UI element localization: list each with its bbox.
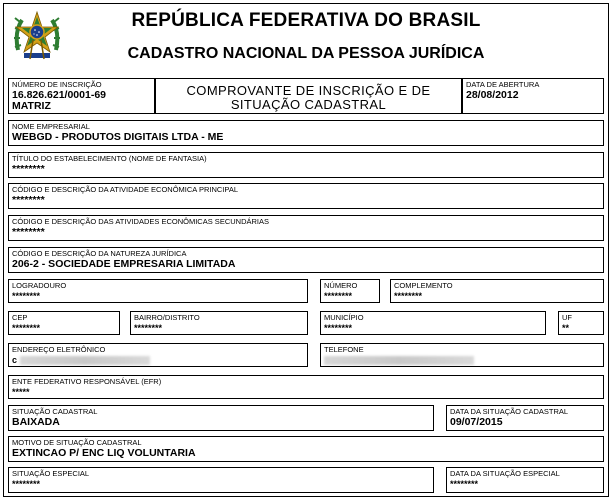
field-inscricao: [8, 78, 155, 114]
field-value: ********: [134, 323, 163, 333]
inscricao-number: 16.826.621/0001-69: [12, 89, 107, 101]
comprovante-line2: SITUAÇÃO CADASTRAL: [230, 97, 387, 112]
field-label: BAIRRO/DISTRITO: [134, 313, 200, 322]
telefone-value: [324, 354, 474, 366]
field-natureza-juridica: [8, 247, 604, 273]
field-abertura: [462, 78, 604, 114]
field-label: MUNICÍPIO: [324, 313, 364, 322]
field-nome-fantasia: [8, 152, 604, 178]
field-value: ********: [324, 291, 353, 301]
header-republic: REPÚBLICA FEDERATIVA DO BRASIL: [131, 10, 481, 31]
field-telefone: [320, 343, 604, 367]
field-label: SITUAÇÃO ESPECIAL: [12, 469, 90, 478]
field-atividades-secundarias: [8, 215, 604, 241]
email-first-char: c: [12, 355, 18, 365]
field-nome-empresarial: [8, 120, 604, 146]
field-bairro: [130, 311, 308, 335]
field-logradouro: [8, 279, 308, 303]
field-complemento: [390, 279, 604, 303]
comprovante-line1: COMPROVANTE DE INSCRIÇÃO E DE: [186, 83, 431, 98]
field-label: SITUAÇÃO CADASTRAL: [12, 407, 98, 416]
field-data-situacao-especial: [446, 467, 604, 493]
field-motivo-situacao: [8, 436, 604, 462]
field-label: ENDEREÇO ELETRÔNICO: [12, 345, 106, 354]
field-label: DATA DA SITUAÇÃO ESPECIAL: [450, 469, 560, 478]
field-label: CEP: [12, 313, 28, 322]
field-value: ********: [450, 479, 479, 489]
field-value: WEBGD - PRODUTOS DIGITAIS LTDA - ME: [12, 131, 224, 143]
field-value: **: [562, 323, 570, 333]
field-data-situacao: [446, 405, 604, 431]
field-value: ********: [12, 226, 45, 238]
field-municipio: [320, 311, 546, 335]
field-label: CÓDIGO E DESCRIÇÃO DAS ATIVIDADES ECONÔMICAS SECUNDÁRIAS: [12, 217, 269, 226]
redacted-phone-mask: [324, 356, 474, 365]
field-value: ********: [394, 291, 423, 301]
field-value: 206-2 - SOCIEDADE EMPRESARIA LIMITADA: [12, 258, 236, 270]
field-value: ********: [324, 323, 353, 333]
field-value: BAIXADA: [12, 416, 60, 428]
header-cadastro: CADASTRO NACIONAL DA PESSOA JURÍDICA: [127, 45, 485, 62]
field-label: LOGRADOURO: [12, 281, 67, 290]
field-value: ********: [12, 194, 45, 206]
field-label: UF: [562, 313, 572, 322]
field-uf: [558, 311, 604, 335]
field-atividade-principal: [8, 183, 604, 209]
field-situacao-especial: [8, 467, 434, 493]
field-value: 09/07/2015: [450, 416, 503, 428]
field-efr: [8, 375, 604, 399]
field-value: ********: [12, 291, 41, 301]
field-situacao-cadastral: [8, 405, 434, 431]
field-email: [8, 343, 308, 367]
field-label: CÓDIGO E DESCRIÇÃO DA NATUREZA JURÍDICA: [12, 249, 187, 258]
field-label: DATA DE ABERTURA: [466, 80, 540, 89]
field-value: ********: [12, 323, 41, 333]
field-value: ********: [12, 163, 45, 175]
field-label: COMPLEMENTO: [394, 281, 453, 290]
email-value: [12, 354, 150, 366]
field-label: DATA DA SITUAÇÃO CADASTRAL: [450, 407, 569, 416]
field-value: *****: [12, 387, 30, 397]
field-label: NÚMERO DE INSCRIÇÃO: [12, 80, 102, 89]
field-cep: [8, 311, 120, 335]
field-label: ENTE FEDERATIVO RESPONSÁVEL (EFR): [12, 377, 162, 386]
field-value: ********: [12, 479, 41, 489]
inscricao-type: MATRIZ: [12, 100, 51, 112]
redacted-email-mask: [20, 356, 150, 365]
field-label: CÓDIGO E DESCRIÇÃO DA ATIVIDADE ECONÔMICA PRINCIPAL: [12, 185, 239, 194]
comprovante-title: [155, 78, 462, 114]
field-numero: [320, 279, 380, 303]
field-label: NOME EMPRESARIAL: [12, 122, 90, 131]
field-label: TELEFONE: [324, 345, 364, 354]
field-label: MOTIVO DE SITUAÇÃO CADASTRAL: [12, 438, 142, 447]
field-label: TÍTULO DO ESTABELECIMENTO (NOME DE FANTASIA): [12, 154, 207, 163]
field-value: 28/08/2012: [466, 89, 519, 101]
field-label: NÚMERO: [324, 281, 358, 290]
field-value: EXTINCAO P/ ENC LIQ VOLUNTARIA: [12, 447, 196, 459]
